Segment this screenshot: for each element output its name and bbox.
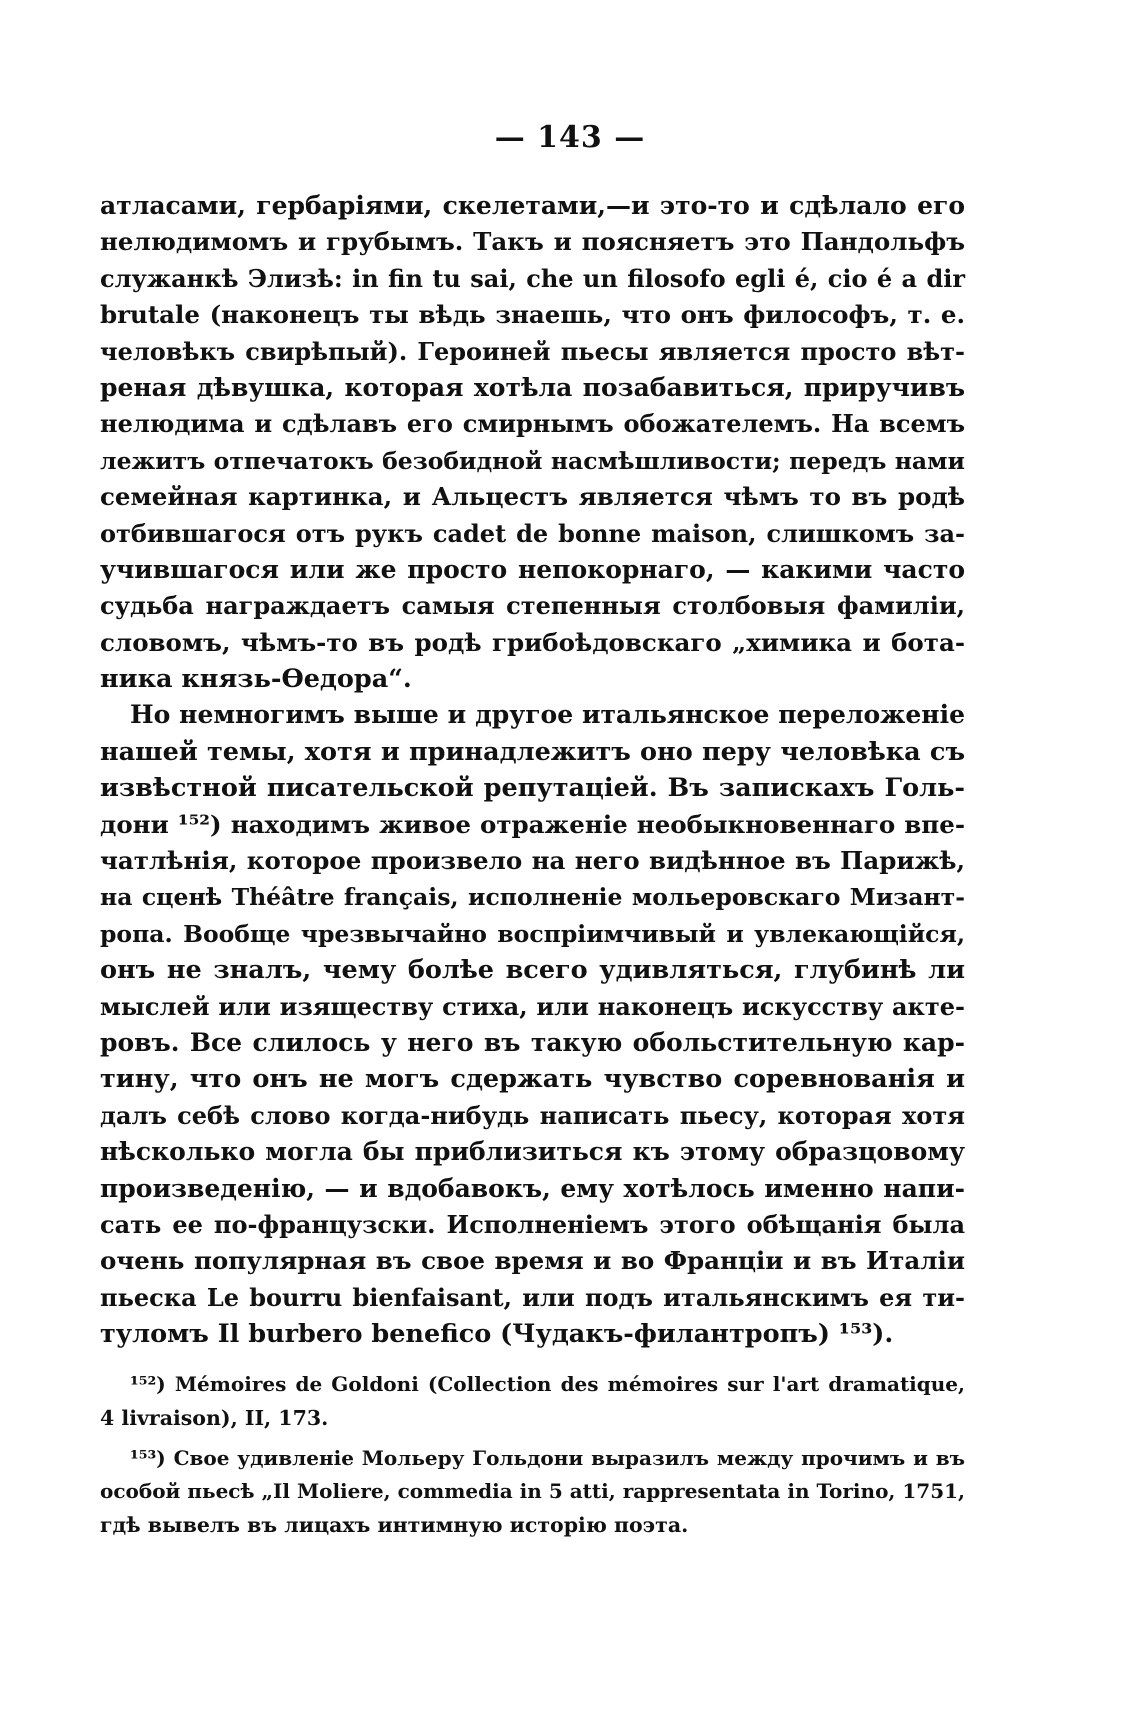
text-line: служанкѣ Элизѣ: in fin tu sai, che un filosofo egli é, cio é a dir [100,263,965,293]
text-line: очень популярная въ свое время и во Франціи и въ Италіи [100,1246,965,1276]
text-line: ропа. Вообще чрезвычайно воспріимчивый и увлекающійся, [100,919,965,948]
page-number: — 143 — [494,120,646,155]
text-line: нелюдимомъ и грубымъ. Такъ и поясняетъ это Пандольфъ [100,227,965,257]
text-line: произведенію, — и вдобавокъ, ему хотѣлось именно напи- [100,1173,965,1203]
text-line: нѣсколько могла бы приблизиться къ этому образцовому [100,1137,965,1167]
text-line: сать ее по-французски. Исполненіемъ этого обѣщанія была [100,1209,965,1239]
text-line: атласами, гербаріями, скелетами,—и это-то и сдѣлало его [100,191,965,220]
text-line: реная дѣвушка, которая хотѣла позабавиться, приручивъ [100,372,965,402]
paragraph-end-line: ника князь-Ѳедора“. [100,664,412,695]
paragraph-end-line: туломъ Il burbero benefico (Чудакъ-филантропъ) ¹⁵³). [100,1319,894,1350]
footnote-153-line: гдѣ вывелъ въ лицахъ интимную исторію поэта. [100,1513,689,1538]
text-line: дони ¹⁵²) находимъ живое отраженіе необыкновеннаго впе- [100,809,965,839]
text-line: тину, что онъ не могъ сдержать чувство соревнованія и [100,1064,965,1095]
text-line: извѣстной писательской репутаціей. Въ запискахъ Голь- [100,773,965,804]
text-line: brutale (наконецъ ты вѣдь знаешь, что онъ философъ, т. е. [100,300,965,330]
text-line: онъ не зналъ, чему болѣе всего удивляться, глубинѣ ли [100,955,965,986]
text-line: нелюдима и сдѣлавъ его смирнымъ обожателемъ. На всемъ [100,409,965,439]
text-line: лежитъ отпечатокъ безобидной насмѣшливости; передъ нами [100,446,965,475]
text-line: далъ себѣ слово когда-нибудь написать пьесу, которая хотя [100,1100,965,1130]
text-line: мыслей или изяществу стиха, или наконецъ искусству акте- [100,991,965,1021]
footnote-152-line: 4 livraison), II, 173. [100,1405,329,1430]
text-line: нашей темы, хотя и принадлежитъ оно перу человѣка съ [100,736,965,767]
footnote-153-line: особой пьесѣ „Il Moliere, commedia in 5 atti, rappresentata in Torino, 1751, [100,1479,965,1504]
footnotes [100,1368,965,1543]
text-line: пьеска Le bourru bienfaisant, или подъ итальянскимъ ея ти- [100,1282,965,1312]
text-line: человѣкъ свирѣпый). Героиней пьесы является просто вѣт- [100,336,965,366]
text-line: семейная картинка, и Альцестъ является чѣмъ то въ родѣ [100,482,965,512]
text-line: судьба награждаетъ самыя степенныя столбовыя фамиліи, [100,591,965,621]
paragraph-start-line: Но немногимъ выше и другое итальянское переложеніе [130,700,965,730]
footnote-152-line: ¹⁵²) Mémoires de Goldoni (Collection des mémoires sur l'art dramatique, [130,1372,965,1396]
text-line: на сценѣ Théâtre français, исполненіе мольеровскаго Мизант- [100,883,965,912]
text-line: отбившагося отъ рукъ cadet de bonne maison, слишкомъ за- [100,518,965,548]
text-line: учившагося или же просто непокорнаго, — какими часто [100,554,965,584]
text-line: словомъ, чѣмъ-то въ родѣ грибоѣдовскаго „химика и бота- [100,627,965,657]
text-line: чатлѣнія, которое произвело на него видѣнное въ Парижѣ, [100,846,965,876]
text-line: ровъ. Все слилось у него въ такую обольстительную кар- [100,1027,965,1057]
footnote-153-line: ¹⁵³) Свое удивленіе Мольеру Гольдони выразилъ между прочимъ и въ [130,1445,965,1470]
main-text [100,188,965,1353]
